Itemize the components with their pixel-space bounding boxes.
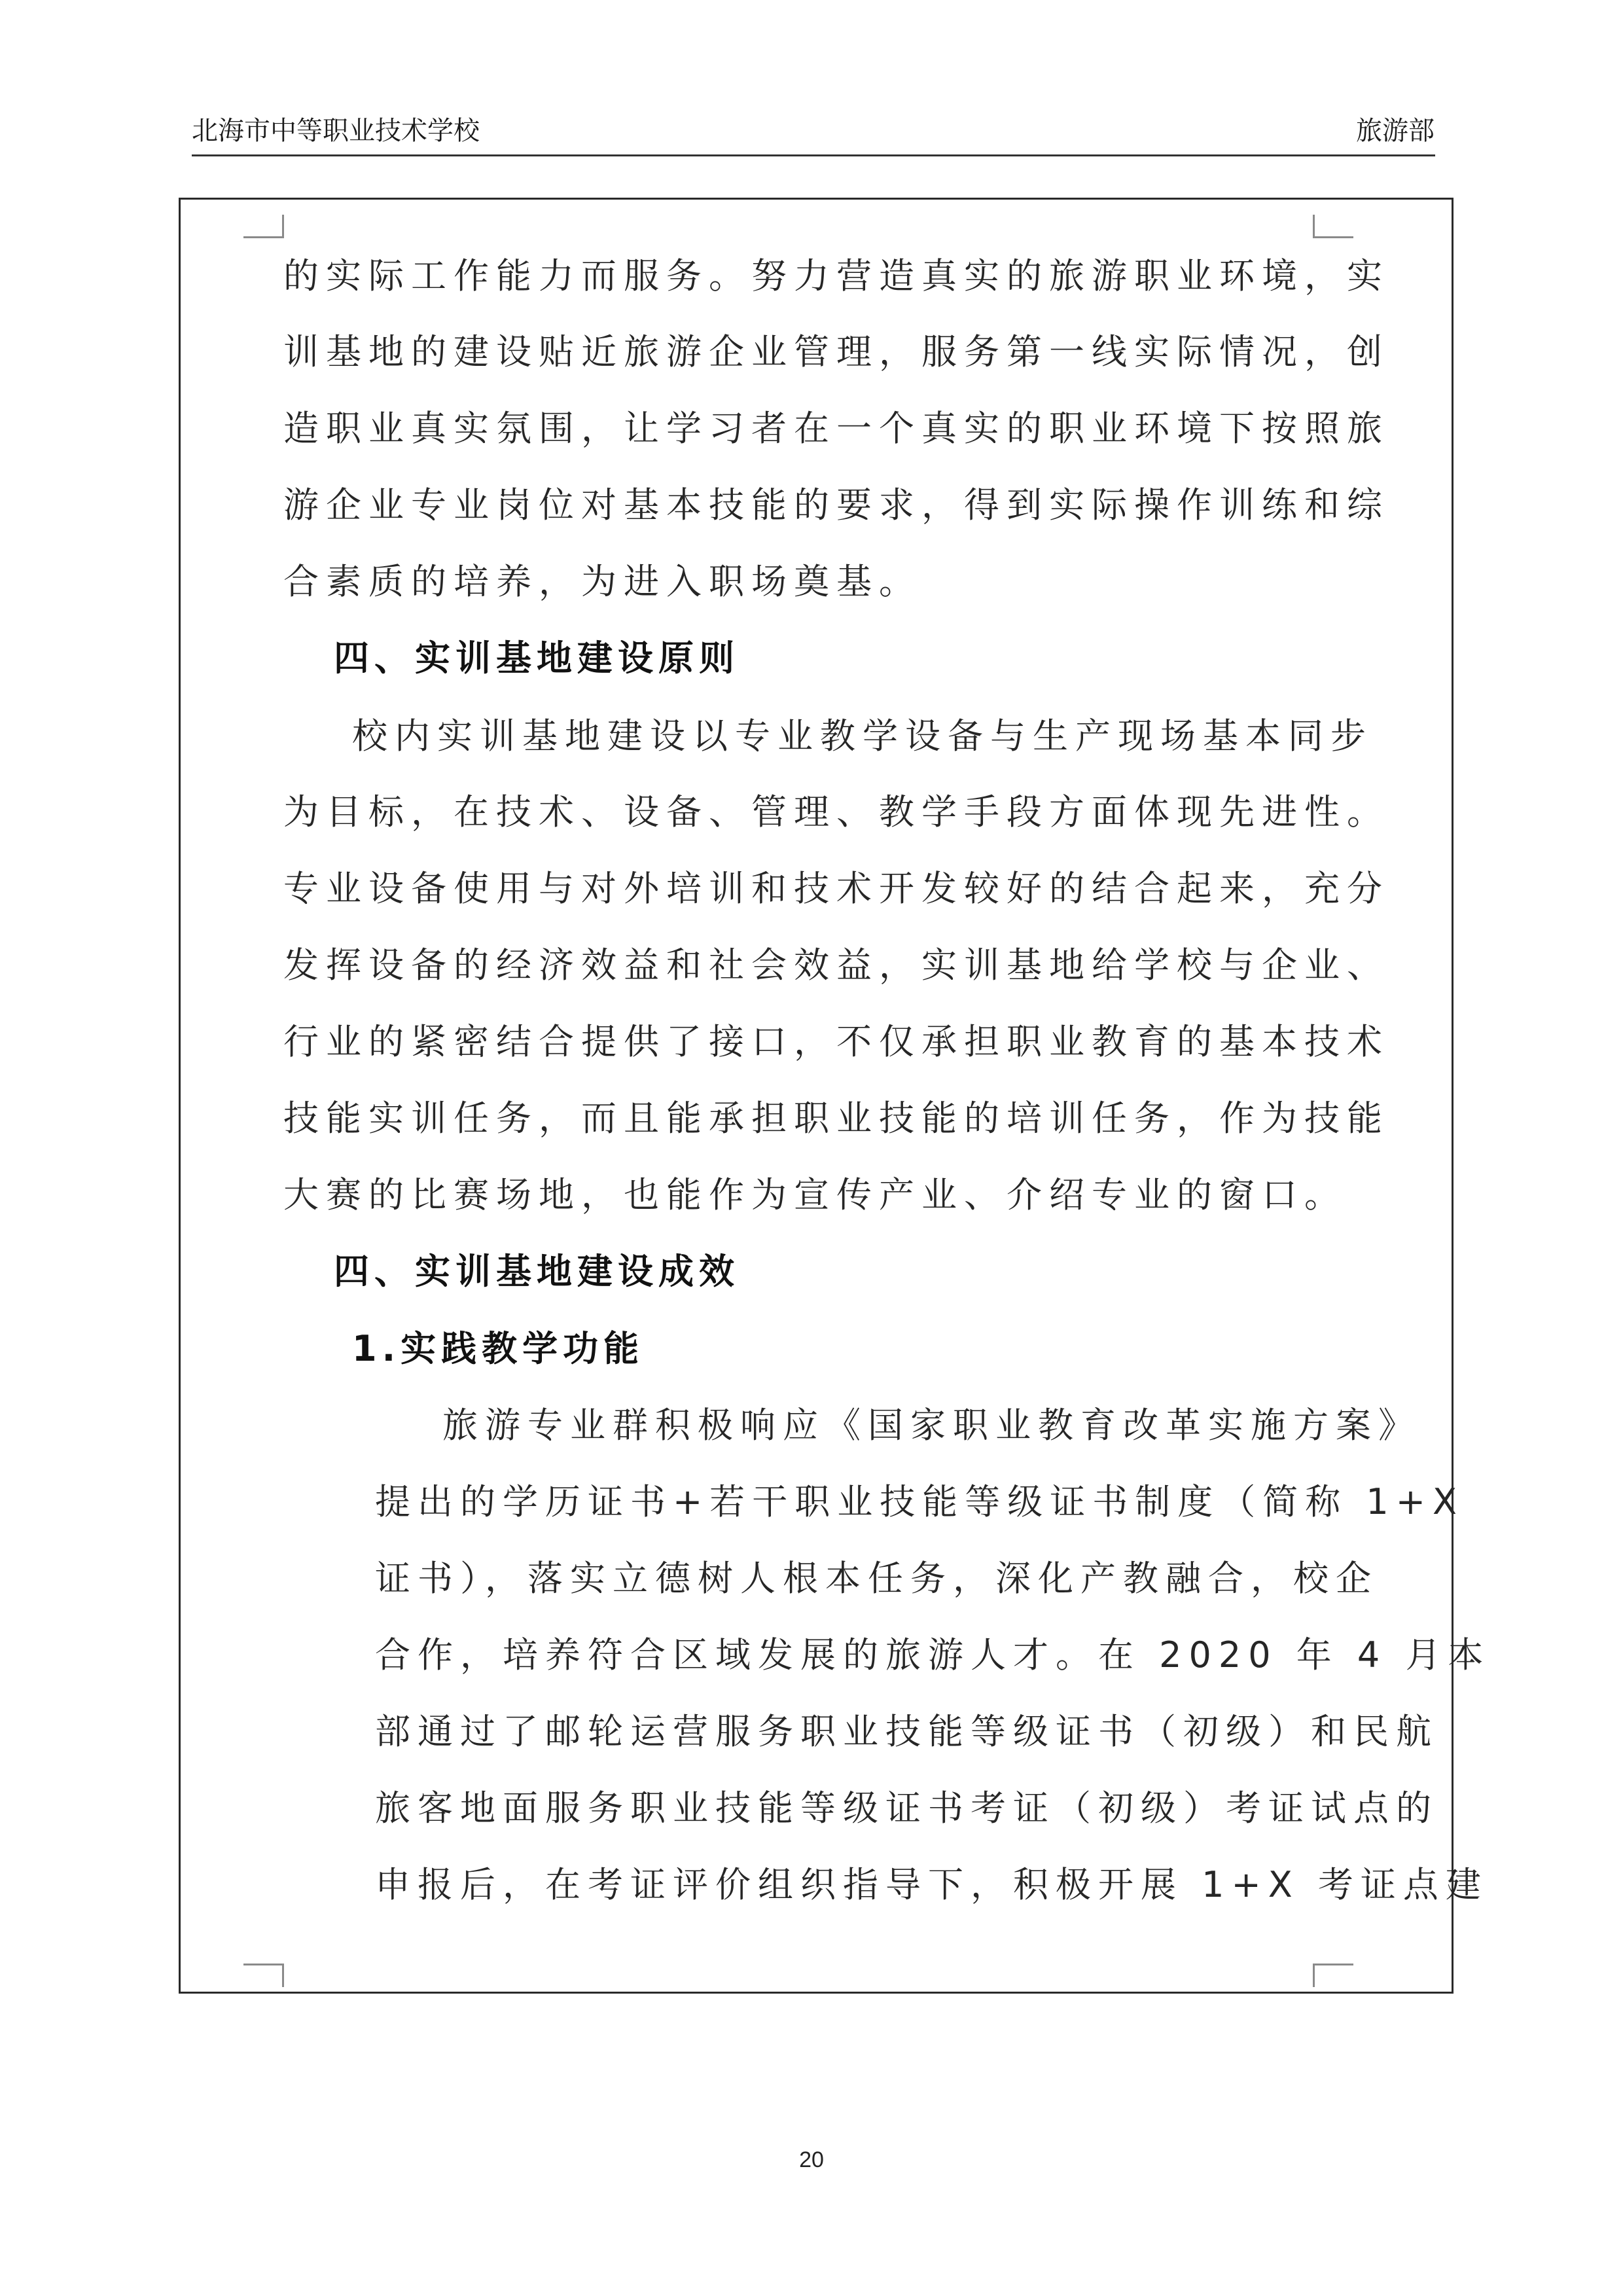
section-heading-principles: 四、实训基地建设原则 [334,637,740,679]
body-text-line: 训基地的建设贴近旅游企业管理，服务第一线实际情况，创 [283,331,1389,372]
body-text-line: 旅游专业群积极响应《国家职业教育改革实施方案》 [442,1405,1421,1446]
section-heading-results: 四、实训基地建设成效 [334,1251,740,1292]
crop-mark-top-left [243,215,284,238]
body-text-line: 发挥设备的经济效益和社会效益，实训基地给学校与企业、 [283,944,1389,986]
body-text-line: 校内实训基地建设以专业教学设备与生产现场基本同步 [352,715,1373,757]
body-text-line: 合作，培养符合区域发展的旅游人才。在 2020 年 4 月本 [375,1634,1491,1676]
header-department: 旅游部 [1356,116,1435,146]
crop-mark-top-right [1313,215,1353,238]
crop-mark-bottom-left [243,1964,284,1987]
body-text-line: 为目标，在技术、设备、管理、教学手段方面体现先进性。 [283,791,1389,833]
body-text-line: 技能实训任务，而且能承担职业技能的培训任务，作为技能 [283,1098,1389,1139]
body-text-line: 行业的紧密结合提供了接口，不仅承担职业教育的基本技术 [283,1021,1389,1062]
body-text-line: 造职业真实氛围，让学习者在一个真实的职业环境下按照旅 [283,408,1389,449]
body-text-line: 的实际工作能力而服务。努力营造真实的旅游职业环境，实 [283,255,1389,296]
subsection-heading-practice: 1.实践教学功能 [352,1328,645,1369]
header-divider [192,154,1435,156]
body-text-line: 申报后，在考证评价组织指导下，积极开展 1+X 考证点建 [375,1864,1488,1905]
page-number: 20 [799,2147,824,2172]
body-text-line: 旅客地面服务职业技能等级证书考证（初级）考证试点的 [375,1787,1438,1829]
crop-mark-bottom-right [1313,1964,1353,1987]
body-text-line: 游企业专业岗位对基本技能的要求，得到实际操作训练和综 [283,484,1389,526]
body-text-line: 合素质的培养，为进入职场奠基。 [283,561,921,602]
header-school-name: 北海市中等职业技术学校 [192,116,480,146]
body-text-line: 提出的学历证书+若干职业技能等级证书制度（简称 1+X [375,1481,1465,1522]
body-text-line: 部通过了邮轮运营服务职业技能等级证书（初级）和民航 [375,1711,1438,1752]
body-text-line: 证书），落实立德树人根本任务，深化产教融合，校企 [375,1558,1378,1599]
body-text-line: 大赛的比赛场地，也能作为宣传产业、介绍专业的窗口。 [283,1174,1347,1215]
body-text-line: 专业设备使用与对外培训和技术开发较好的结合起来，充分 [283,868,1389,909]
